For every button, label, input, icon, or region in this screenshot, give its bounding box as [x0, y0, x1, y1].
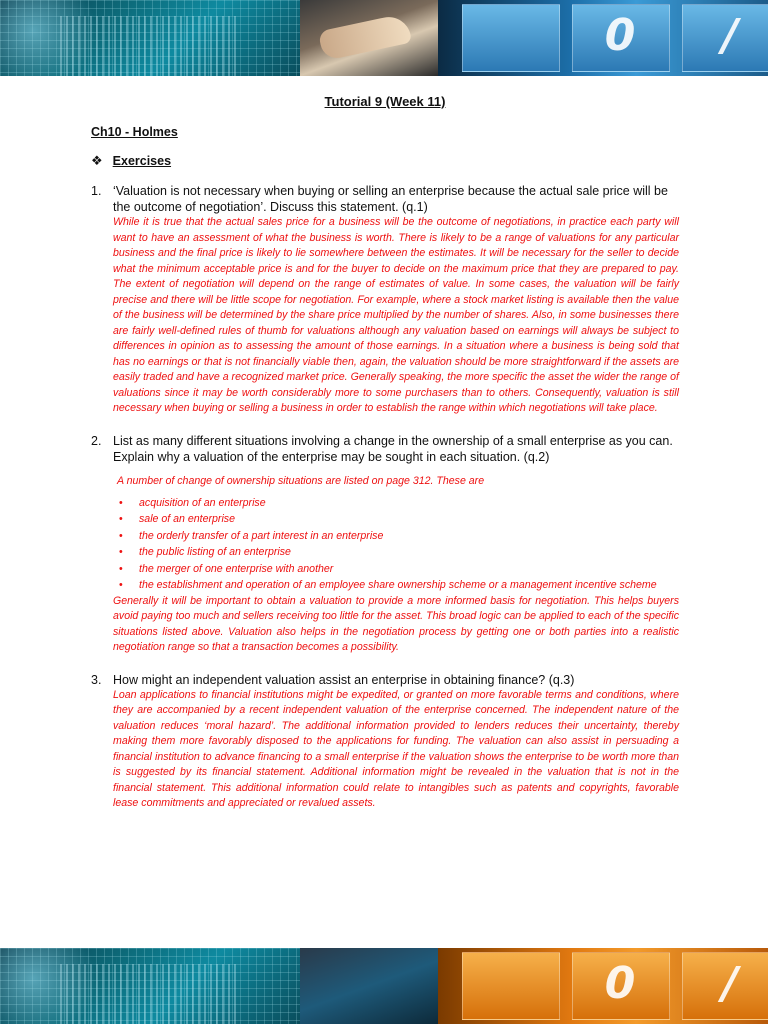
question-text: ‘Valuation is not necessary when buying or selling an enterprise because the actual sale price will be the outcome of negotiation’. Discuss this statement. (q.1) [113, 184, 668, 214]
answer-3: Loan applications to financial institutions might be expedited, or granted on more favorable terms and conditions, where they are accompanied by a recent independent valuation of the enterprise concerned. The independent nature of the valuation reduces ‘moral hazard’. The additional information provided to lenders reduces their uncertainty, thereby making them more favorably disposed to the applications for funding. The valuation can also assist in persuading a financial institution to advance financing to a small enterprise if the valuation shows the enterprise to be worth more than is suggested by its financial statement. Additional information might be revealed in the valuation that is not in the financial statement. This additional information could relate to intangibles such as patents and copyrights, favorable lease commitments and appreciated or revalued assets. [113, 688, 679, 809]
question-2 [91, 433, 679, 465]
question-text: How might an independent valuation assist an enterprise in obtaining finance? (q.3) [113, 672, 575, 687]
banner-abstract-image [300, 948, 438, 1024]
answer-1: While it is true that the actual sales price for a business will be the outcome of negotiations, in practice each party will want to have an assessment of what the business is worth. There is likely to be a range of valuations for any particular business and the final price is likely to lie somewhere between the estimates. It will be necessary for the seller to decide what the minimum acceptable price is and for the buyer to decide on the maximum price that they are prepared to pay. The extent of negotiation will depend on the range of estimates of value. In some cases, the valuation will be fairly precise and there will be little scope for negotiation. For example, where a stock market listing is available then the value of the business will be determined by the share price multiplied by the number of shares. Also, in some businesses there are fairly well-defined rules of thumb for valuations although any valuation based on earnings will always be subject to differences in opinion as to assessing the amount of those earnings. In a situation where a business is being sold that has no earnings or that is not financially viable then, again, the valuation should be more straightforward if the assets are easily traded and have a recognized market price. Generally speaking, the more specific the asset the wider the range of valuations since it may be worth considerably more to some purchasers than to others. Consequently, valuation is still necessary when buying or selling a business in order to establish the range within which negotiations will take place. [113, 216, 679, 414]
question-number: 1. [91, 184, 102, 198]
header-banner [0, 0, 768, 76]
diamond-bullet-icon: ❖ [91, 153, 103, 168]
banner-financial-grid-image [0, 948, 300, 1024]
question-number: 3. [91, 672, 102, 687]
bullet-icon: • [119, 513, 123, 525]
section-heading [91, 153, 679, 169]
bullet-icon: • [119, 579, 123, 591]
chapter-heading: Ch10 - Holmes [91, 125, 178, 139]
bullet-icon: • [119, 529, 123, 542]
list-item: • acquisition of an enterprise [113, 495, 679, 512]
list-item: • the merger of one enterprise with another [113, 561, 679, 578]
page-title: Tutorial 9 (Week 11) [324, 94, 446, 109]
bullet-icon: • [119, 546, 123, 558]
ownership-situations-list [113, 495, 679, 594]
question-1 [91, 183, 679, 215]
document-body [91, 86, 679, 812]
answer-2: Generally it will be important to obtain a valuation to provide a more informed basis for negotiation. This helps buyers avoid paying too much and sellers receiving too little for the asset. This broad logic can be applied to each of the specific situations listed above. Valuation also helps in the negotiation process by getting one or both parties into a realistic negotiation range so that a transaction becomes a possibility. [113, 594, 679, 653]
list-item: • the establishment and operation of an employee share ownership scheme or a management incentive scheme [113, 577, 679, 594]
answer-2-intro: A number of change of ownership situations are listed on page 312. These are [117, 474, 485, 487]
list-item: • the public listing of an enterprise [113, 544, 679, 561]
banner-digits-image: 0 / [438, 948, 768, 1024]
bullet-icon: • [119, 562, 123, 575]
list-item: • sale of an enterprise [113, 511, 679, 528]
bullet-icon: • [119, 496, 123, 509]
question-text: List as many different situations involving a change in the ownership of a small enterprise as you can. Explain why a valuation of the enterprise may be sought in each situation. (q.2) [113, 433, 673, 464]
question-3 [91, 672, 679, 688]
footer-banner [0, 948, 768, 1024]
banner-digits-image: 0 / [438, 0, 768, 76]
banner-hand-image [300, 0, 438, 76]
banner-financial-grid-image [0, 0, 300, 76]
question-number: 2. [91, 433, 102, 448]
section-heading-label: Exercises [112, 154, 172, 168]
list-item: • the orderly transfer of a part interest in an enterprise [113, 528, 679, 545]
